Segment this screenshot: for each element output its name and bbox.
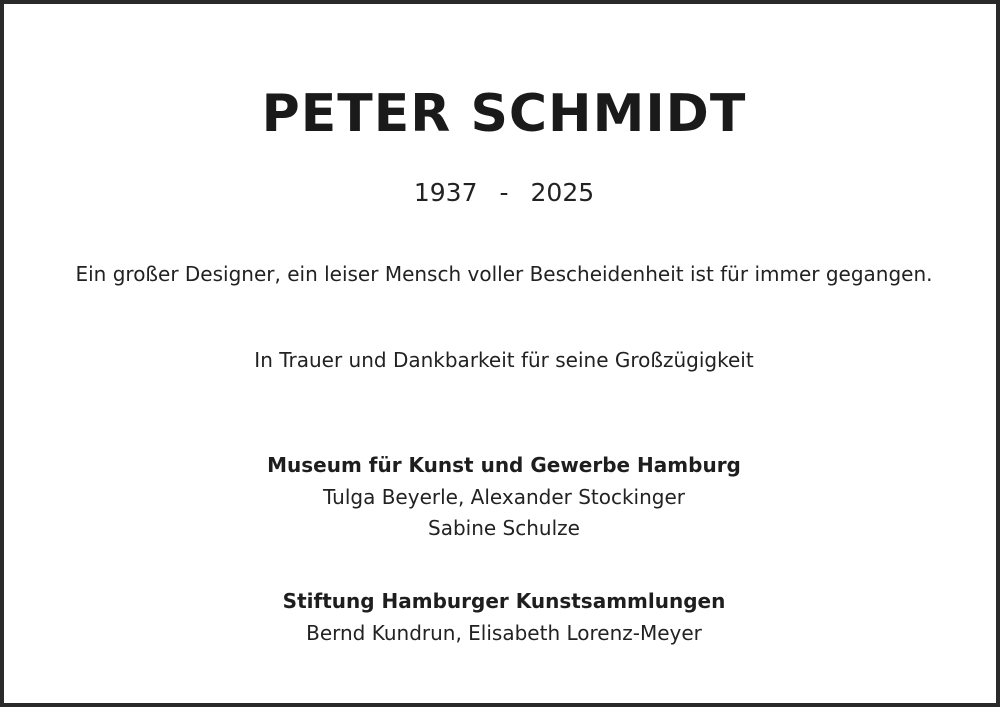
tagline: Ein großer Designer, ein leiser Mensch voller Bescheidenheit ist für immer gegangen.	[75, 262, 933, 286]
organization-name: Stiftung Hamburger Kunstsammlungen	[282, 589, 726, 613]
signatory-names: Sabine Schulze	[428, 516, 580, 540]
organization-name: Museum für Kunst und Gewerbe Hamburg	[267, 453, 741, 477]
life-dates	[4, 178, 1000, 207]
signatory-names: Bernd Kundrun, Elisabeth Lorenz-Meyer	[306, 621, 702, 645]
mourning-line: In Trauer und Dankbarkeit für seine Großzügigkeit	[254, 348, 754, 372]
deceased-name: PETER SCHMIDT	[261, 84, 747, 144]
date-separator: -	[499, 178, 509, 207]
signatory-names: Tulga Beyerle, Alexander Stockinger	[322, 485, 686, 509]
birth-year: 1937	[413, 178, 478, 207]
death-year: 2025	[530, 178, 595, 207]
